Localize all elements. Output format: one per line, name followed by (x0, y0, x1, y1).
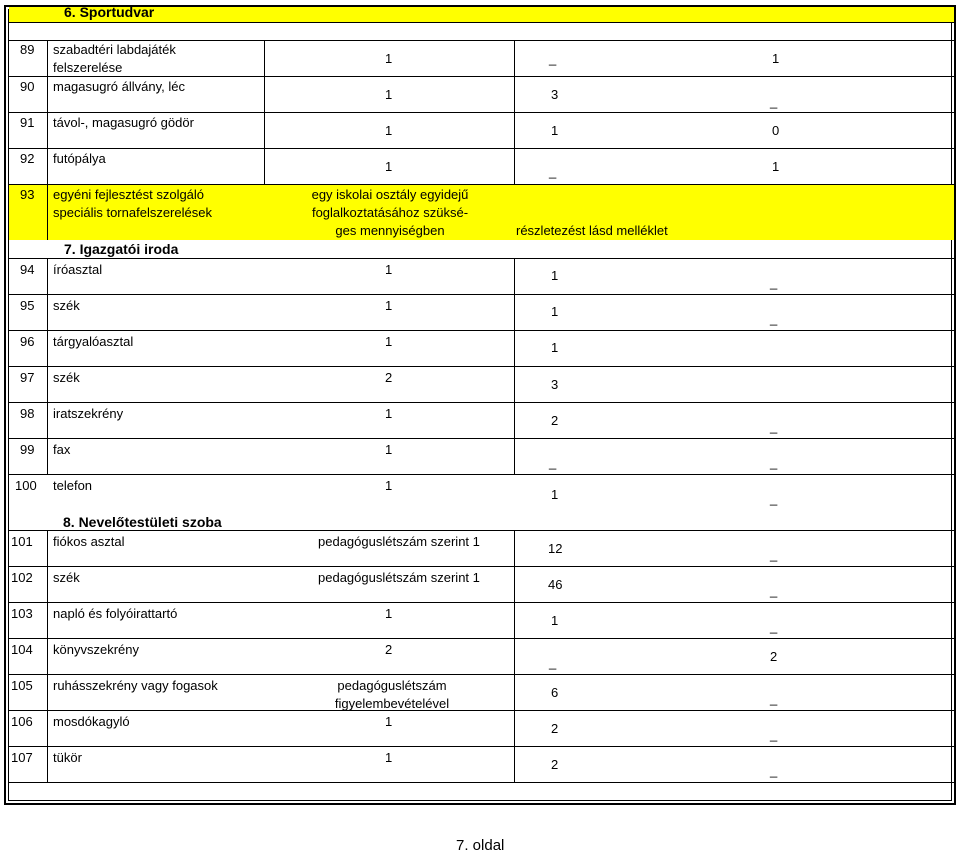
item-name: mosdókagyló (53, 714, 130, 729)
value-b: _ (770, 583, 778, 598)
value-b: _ (770, 94, 778, 109)
column-separator (514, 530, 515, 782)
row-number: 106 (11, 714, 33, 729)
row-separator (9, 602, 954, 603)
value-a: _ (549, 164, 557, 179)
value-a: _ (549, 51, 557, 66)
quantity: 1 (385, 87, 393, 102)
value-a: 1 (551, 487, 559, 502)
value-a: 1 (551, 613, 559, 628)
value-a: 1 (551, 123, 559, 138)
quantity: figyelembevételével (334, 696, 450, 711)
row-separator (9, 112, 954, 113)
row-separator (9, 76, 954, 77)
row-number: 96 (20, 334, 35, 349)
row-number: 94 (20, 262, 35, 277)
value-b: _ (770, 619, 778, 634)
row-number: 99 (20, 442, 35, 457)
item-name: szabadtéri labdajáték (53, 42, 176, 57)
value-b: _ (770, 275, 778, 290)
column-separator (47, 530, 48, 782)
value-b: 1 (772, 159, 780, 174)
row-separator (9, 782, 954, 783)
page-number: 7. oldal (456, 837, 505, 854)
value-a: 2 (551, 721, 559, 736)
column-separator (514, 40, 515, 184)
value-b: _ (770, 419, 778, 434)
value-a: 46 (548, 577, 563, 592)
item-name: szék (53, 370, 80, 385)
quantity: 1 (385, 442, 393, 457)
quantity: pedagóguslétszám (337, 678, 447, 693)
value-a: 2 (551, 413, 559, 428)
item-name: iratszekrény (53, 406, 124, 421)
note: részletezést lásd melléklet (516, 223, 668, 238)
quantity: 1 (385, 123, 393, 138)
item-name: távol-, magasugró gödör (53, 115, 194, 130)
row-number: 107 (11, 750, 33, 765)
row-separator (9, 22, 954, 23)
row-separator (9, 438, 954, 439)
quantity: egy iskolai osztály egyidejű (311, 187, 469, 202)
value-a: _ (549, 455, 557, 470)
item-name: telefon (53, 478, 93, 493)
value-b: _ (770, 727, 778, 742)
row-separator (9, 40, 954, 41)
quantity: foglalkoztatásához szüksé- (311, 205, 469, 220)
row-separator (9, 530, 954, 531)
quantity: 1 (385, 714, 393, 729)
row-separator (9, 566, 954, 567)
value-b: _ (770, 547, 778, 562)
section-title: 8. Nevelőtestületi szoba (63, 514, 222, 530)
section-title: 6. Sportudvar (64, 4, 155, 20)
quantity: 2 (385, 370, 393, 385)
quantity: 1 (385, 750, 393, 765)
quantity: 1 (385, 298, 393, 313)
value-a: 1 (551, 340, 559, 355)
value-a: _ (549, 655, 557, 670)
row-separator (9, 402, 954, 403)
item-name: egyéni fejlesztést szolgáló (53, 187, 205, 202)
value-b: 1 (772, 51, 780, 66)
item-name: felszerelése (53, 60, 123, 75)
row-number: 95 (20, 298, 35, 313)
column-separator (47, 40, 48, 184)
item-name: tükör (53, 750, 82, 765)
quantity: 1 (385, 334, 393, 349)
value-b: _ (770, 491, 778, 506)
quantity: 1 (385, 159, 393, 174)
item-name: íróasztal (53, 262, 103, 277)
row-number: 97 (20, 370, 35, 385)
quantity: 1 (385, 406, 393, 421)
row-number: 91 (20, 115, 35, 130)
value-a: 12 (548, 541, 563, 556)
section-title: 7. Igazgatói iroda (64, 241, 179, 257)
column-separator (47, 184, 48, 240)
value-a: 2 (551, 757, 559, 772)
value-a: 1 (551, 268, 559, 283)
value-a: 6 (551, 685, 559, 700)
row-separator (9, 258, 954, 259)
row-number: 90 (20, 79, 35, 94)
value-b: _ (770, 455, 778, 470)
quantity: ges mennyiségben (335, 223, 445, 238)
quantity: 1 (385, 478, 393, 493)
quantity: 2 (385, 642, 393, 657)
value-a: 3 (551, 377, 559, 392)
value-b: 2 (770, 649, 778, 664)
value-b: _ (770, 691, 778, 706)
row-number: 89 (20, 42, 35, 57)
item-name: ruhásszekrény vagy fogasok (53, 678, 218, 693)
quantity: 1 (385, 262, 393, 277)
value-b: _ (770, 311, 778, 326)
row-separator (9, 674, 954, 675)
item-name: speciális tornafelszerelések (53, 205, 212, 220)
row-number: 92 (20, 151, 35, 166)
item-name: szék (53, 570, 80, 585)
item-name: tárgyalóasztal (53, 334, 134, 349)
row-separator (9, 474, 954, 475)
row-separator (9, 294, 954, 295)
item-name: fax (53, 442, 71, 457)
row-separator (9, 638, 954, 639)
row-number: 101 (11, 534, 33, 549)
row-separator (9, 330, 954, 331)
item-name: napló és folyóirattartó (53, 606, 178, 621)
value-a: 3 (551, 87, 559, 102)
row-number: 102 (11, 570, 33, 585)
row-number: 104 (11, 642, 33, 657)
value-a: 1 (551, 304, 559, 319)
row-number: 93 (20, 187, 35, 202)
quantity: 1 (385, 606, 393, 621)
quantity: pedagóguslétszám szerint 1 (318, 534, 480, 549)
item-name: fiókos asztal (53, 534, 125, 549)
row-separator (9, 184, 954, 185)
quantity: 1 (385, 51, 393, 66)
item-name: magasugró állvány, léc (53, 79, 185, 94)
quantity: pedagóguslétszám szerint 1 (318, 570, 480, 585)
row-separator (9, 746, 954, 747)
column-separator (47, 258, 48, 474)
value-b: _ (770, 763, 778, 778)
row-number: 103 (11, 606, 33, 621)
value-b: 0 (772, 123, 780, 138)
column-separator (514, 258, 515, 474)
item-name: könyvszekrény (53, 642, 139, 657)
row-separator (9, 710, 954, 711)
row-separator (9, 366, 954, 367)
column-separator (264, 40, 265, 184)
row-number: 105 (11, 678, 33, 693)
row-number: 100 (15, 478, 37, 493)
row-number: 98 (20, 406, 35, 421)
item-name: szék (53, 298, 80, 313)
row-separator (9, 148, 954, 149)
item-name: futópálya (53, 151, 106, 166)
